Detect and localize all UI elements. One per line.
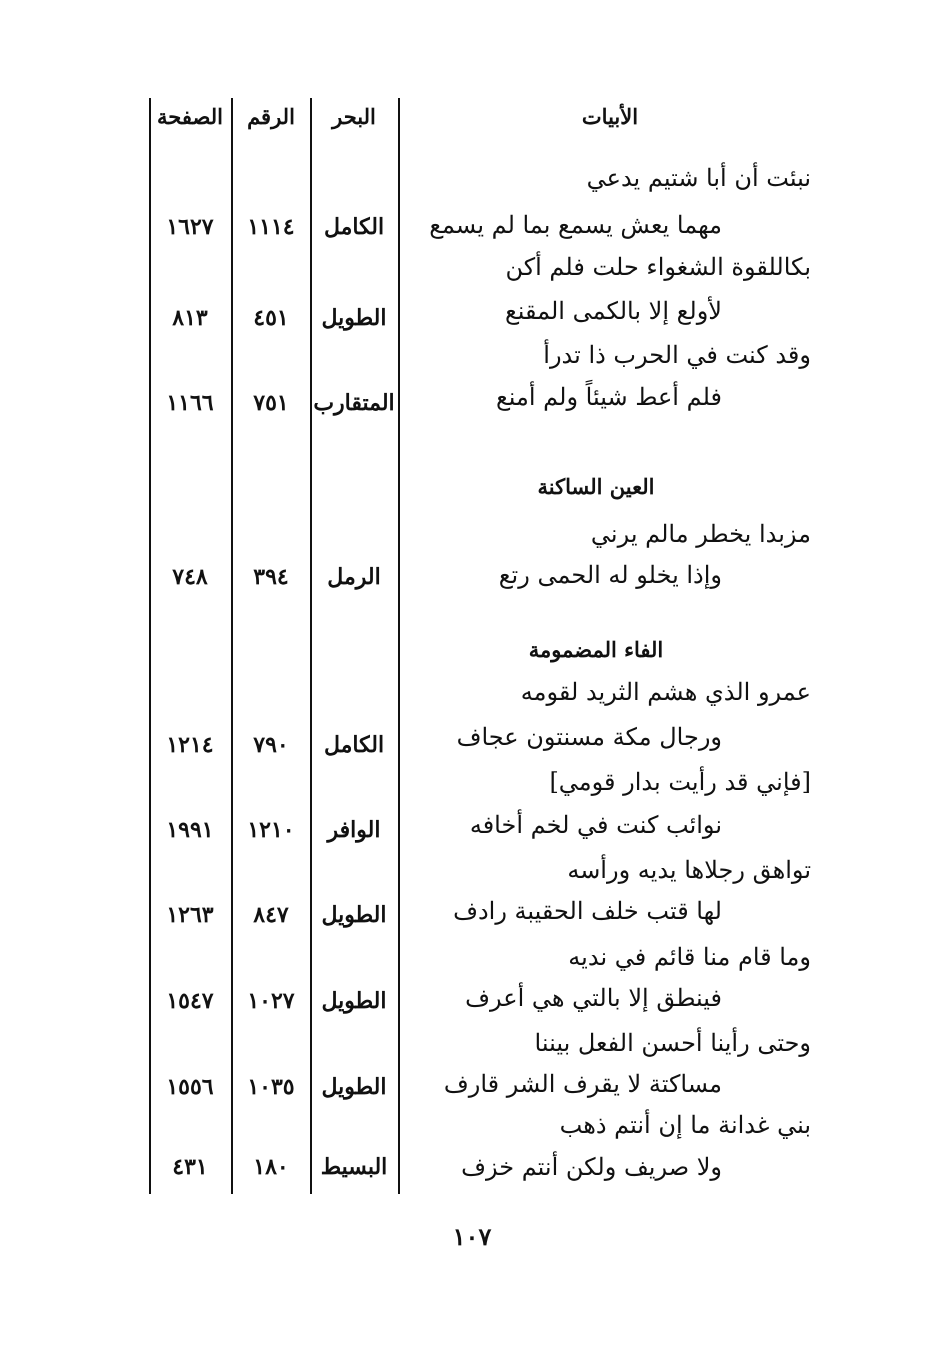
section-heading: العين الساكنة xyxy=(537,474,655,499)
meter-cell: الطويل xyxy=(321,305,387,331)
number-cell: ٨٤٧ xyxy=(253,902,289,928)
verse-line-2: مهما يعش يسمع بما لم يسمع xyxy=(429,211,722,239)
page-cell: ١١٦٦ xyxy=(166,390,214,416)
header-meter: البحر xyxy=(332,104,376,129)
meter-cell: الطويل xyxy=(321,988,387,1014)
verse-line-2: لأولع إلا بالكمى المقنع xyxy=(504,297,722,325)
number-cell: ٧٥١ xyxy=(253,390,289,416)
verse-line-1: وما قام منا قائم في نديه xyxy=(568,943,811,971)
number-cell: ٤٥١ xyxy=(253,305,289,331)
meter-cell: البسيط xyxy=(320,1154,388,1180)
number-cell: ٣٩٤ xyxy=(253,564,289,590)
number-cell: ٧٩٠ xyxy=(253,732,289,758)
page-cell: ١٥٥٦ xyxy=(166,1074,214,1100)
header-number: الرقم xyxy=(247,104,295,129)
verse-line-2: لها قتب خلف الحقيبة رادف xyxy=(453,897,722,925)
verse-line-1: نبئت أن أبا شتيم يدعي xyxy=(586,164,811,192)
verse-line-1: مزبدا يخطر مالم يرني xyxy=(590,520,811,548)
verse-line-2: مساكتة لا يقرف الشر قارف xyxy=(443,1070,722,1098)
meter-cell: الرمل xyxy=(327,564,381,590)
verse-line-1: بكاللقوة الشغواء حلت فلم أكن xyxy=(505,253,811,281)
page-cell: ٨١٣ xyxy=(172,305,208,331)
page-cell: ١٢٦٣ xyxy=(166,902,214,928)
verse-line-1: تواهق رجلاها يديه ورأسه xyxy=(567,856,811,884)
verse-line-2: فلم أعط شيئاً ولم أمنع xyxy=(496,383,722,411)
verse-line-1: وحتى رأينا أحسن الفعل بيننا xyxy=(534,1029,811,1057)
verse-line-2: نوائب كنت في لخم أخافه xyxy=(469,811,722,839)
number-cell: ١١١٤ xyxy=(247,214,295,240)
verse-line-2: ورجال مكة مسنتون عجاف xyxy=(456,723,722,751)
meter-cell: المتقارب xyxy=(313,390,395,416)
page-cell: ٤٣١ xyxy=(172,1154,208,1180)
number-cell: ١٢١٠ xyxy=(247,817,295,843)
number-cell: ١٠٣٥ xyxy=(247,1074,295,1100)
meter-cell: الوافر xyxy=(327,817,381,843)
page-cell: ٧٤٨ xyxy=(172,564,208,590)
section-heading: الفاء المضمومة xyxy=(528,637,664,662)
verse-line-1: وقد كنت في الحرب ذا تدرأ xyxy=(543,341,811,369)
meter-cell: الكامل xyxy=(323,732,385,758)
page-cell: ١٢١٤ xyxy=(166,732,214,758)
page-number: ١٠٧ xyxy=(452,1222,492,1251)
verse-line-1: [فإني قد رأيت بدار قومي] xyxy=(549,768,811,796)
header-page: الصفحة xyxy=(157,104,223,129)
verse-line-2: ولا صريف ولكن أنتم خزف xyxy=(461,1153,722,1181)
rule-number-meter xyxy=(310,98,312,1194)
page-cell: ١٥٤٧ xyxy=(166,988,214,1014)
verse-line-2: وإذا يخلو له الحمى رتع xyxy=(498,561,722,589)
page-cell: ١٩٩١ xyxy=(166,817,214,843)
rule-left xyxy=(149,98,151,1194)
number-cell: ١٠٢٧ xyxy=(247,988,295,1014)
header-verses: الأبيات xyxy=(581,104,639,129)
page-cell: ١٦٢٧ xyxy=(166,214,214,240)
verse-line-2: فينطق إلا بالتي هي أعرف xyxy=(465,984,722,1012)
meter-cell: الطويل xyxy=(321,902,387,928)
meter-cell: الطويل xyxy=(321,1074,387,1100)
rule-page-number xyxy=(231,98,233,1194)
verse-line-1: بني غدانة ما إن أنتم ذهب xyxy=(559,1111,811,1139)
number-cell: ١٨٠ xyxy=(253,1154,289,1180)
verse-line-1: عمرو الذي هشم الثريد لقومه xyxy=(520,678,811,706)
meter-cell: الكامل xyxy=(323,214,385,240)
